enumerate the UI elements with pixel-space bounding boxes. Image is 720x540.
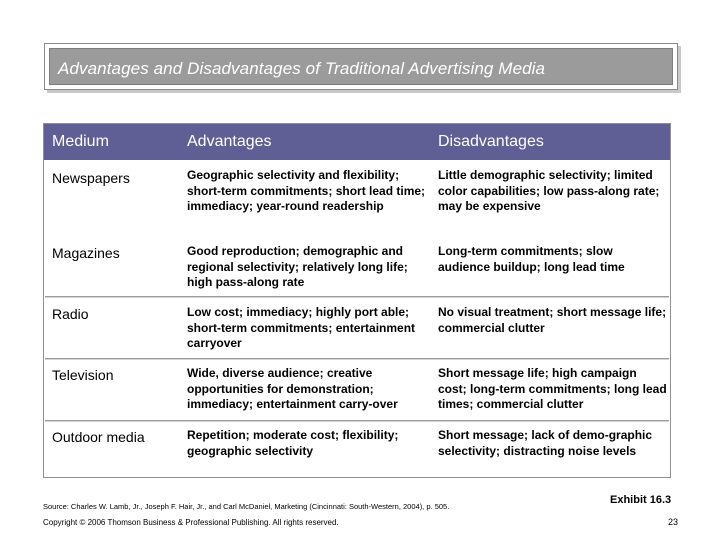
medium-cell: Television (52, 367, 114, 383)
header-advantages: Advantages (187, 133, 272, 150)
disadvantages-cell: Short message life; high campaign cost; long-term commitments; long lead times; commercial clutter (438, 366, 667, 411)
disadvantages-cell: Long-term commitments; slow audience buildup; long lead time (438, 244, 625, 274)
table-header (44, 124, 670, 160)
exhibit-label: Exhibit 16.3 (610, 494, 672, 506)
table-row (44, 422, 670, 478)
advantages-cell: Wide, diverse audience; creative opportunities for demonstration; immediacy; entertainment carry-over (187, 366, 398, 411)
slide-title-box (44, 43, 678, 90)
table-row (44, 298, 670, 358)
header-medium: Medium (52, 133, 109, 150)
page-number: 23 (667, 517, 678, 527)
advantages-cell: Repetition; moderate cost; flexibility; geographic selectivity (187, 428, 399, 458)
slide-title-banner (49, 48, 673, 85)
medium-cell: Radio (52, 306, 89, 322)
media-table (43, 123, 671, 478)
disadvantages-cell: Little demographic selectivity; limited color capabilities; low pass-along rate; may be expensive (438, 168, 660, 213)
slide-title: Advantages and Disadvantages of Traditional Advertising Media (58, 59, 546, 78)
disadvantages-cell: Short message; lack of demo-graphic selectivity; distracting noise levels (438, 428, 653, 458)
disadvantages-cell: No visual treatment; short message life; commercial clutter (438, 305, 667, 335)
medium-cell: Outdoor media (52, 429, 145, 445)
medium-cell: Magazines (52, 245, 120, 261)
medium-cell: Newspapers (52, 170, 130, 186)
advantages-cell: Low cost; immediacy; highly port able; short-term commitments; entertainment carryover (187, 305, 416, 350)
table-row (44, 232, 670, 296)
table-row (44, 360, 670, 420)
table-row (44, 160, 670, 232)
copyright-notice: Copyright © 2006 Thomson Business & Professional Publishing. All rights reserved. (43, 518, 339, 527)
advantages-cell: Good reproduction; demographic and regional selectivity; relatively long life; high pass-along rate (187, 244, 408, 289)
advantages-cell: Geographic selectivity and flexibility; short-term commitments; short lead time; immediacy; year-round readership (187, 168, 426, 213)
source-citation: Source: Charles W. Lamb, Jr., Joseph F. Hair, Jr., and Carl McDaniel, Marketing (Cincinnati: South-Western, 2004), p. 505. (43, 502, 450, 511)
header-disadvantages: Disadvantages (438, 133, 544, 150)
